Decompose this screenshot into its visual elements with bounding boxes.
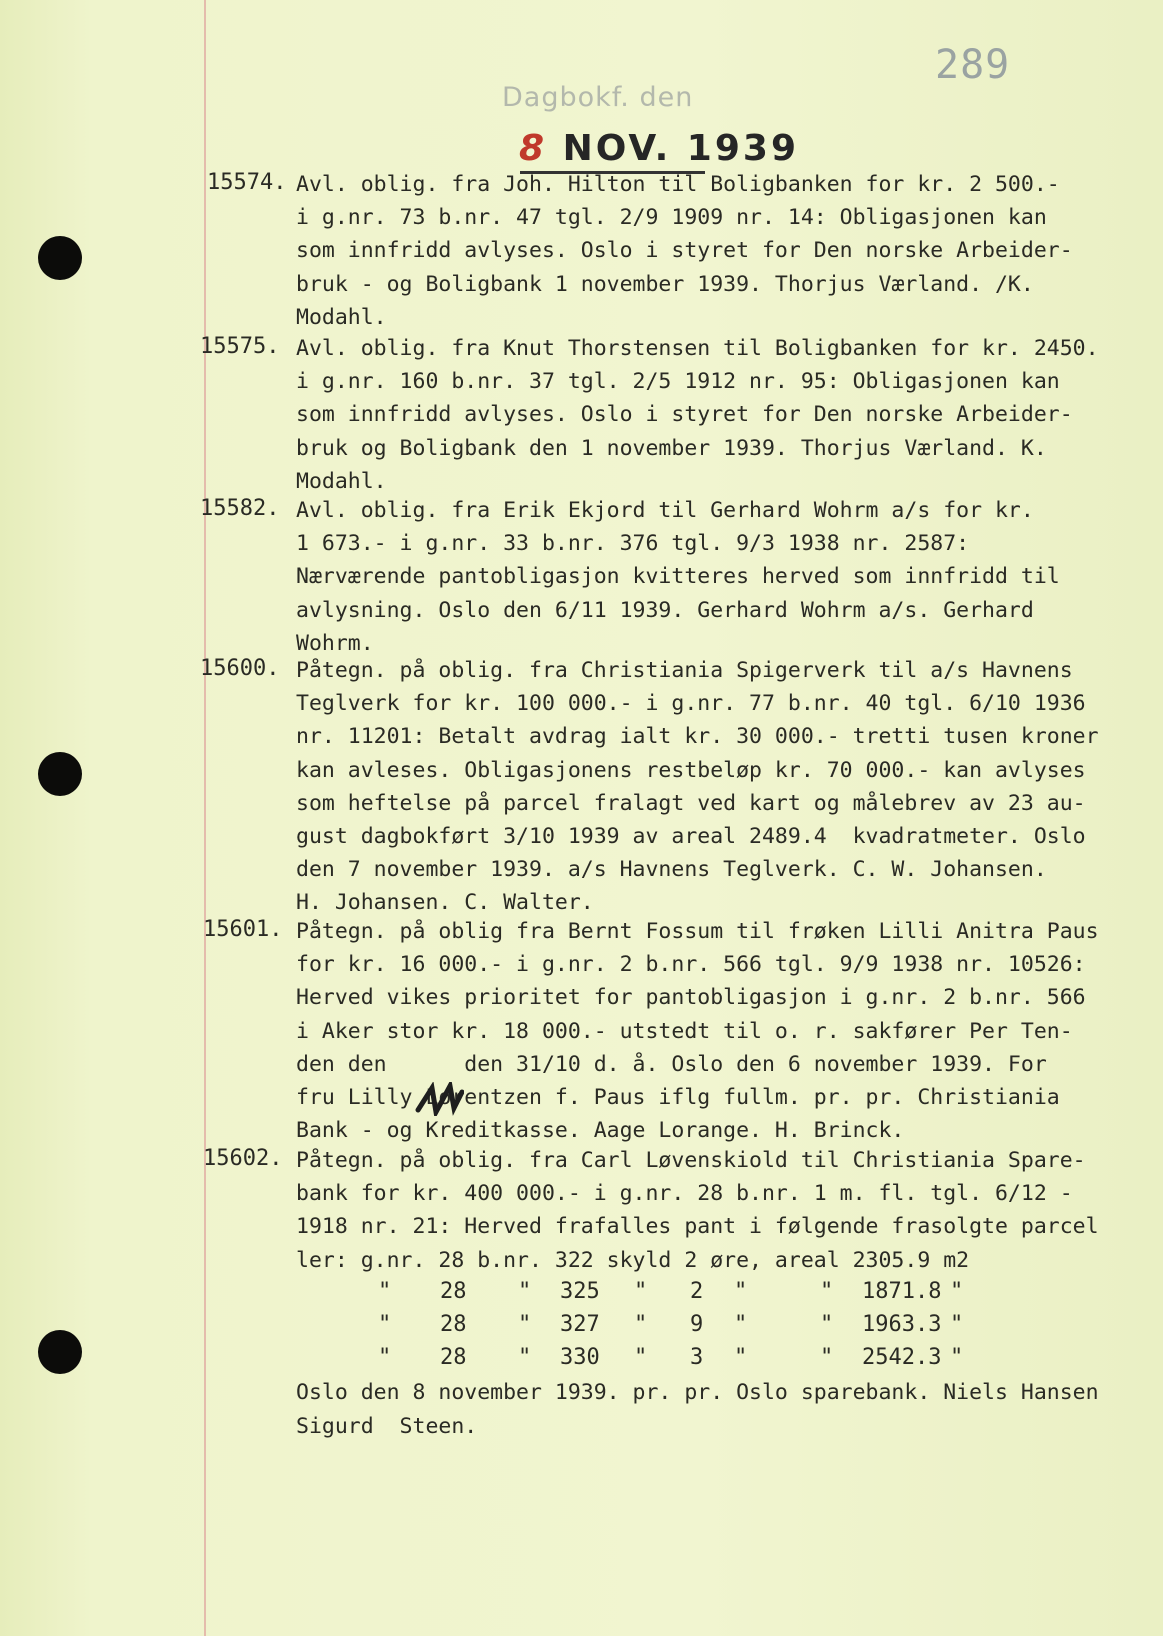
parcel-table-cell: 9 — [690, 1312, 704, 1337]
entry-text-line: fru Lilly Lorentzen f. Paus iflg fullm. pr. pr. Christiania — [296, 1085, 1060, 1110]
entry-text-line: bruk - og Boligbank 1 november 1939. Thorjus Værland. /K. — [296, 271, 1034, 297]
entry-text-line: Påtegn. på oblig. fra Carl Løvenskiold til Christiania Spare- — [296, 1148, 1086, 1173]
stamp-heading: Dagbokf. den — [502, 82, 694, 113]
parcel-table-cell: " — [378, 1312, 392, 1337]
entry-text-line: for kr. 16 000.- i g.nr. 2 b.nr. 566 tgl. 9/9 1938 nr. 10526: — [296, 952, 1086, 978]
parcel-table-cell: " — [950, 1278, 964, 1304]
entry-number: 15600. — [200, 656, 280, 681]
entry-closing-line: Oslo den 8 november 1939. pr. pr. Oslo sparebank. Niels Hansen — [296, 1380, 1099, 1406]
parcel-table-cell: 2542.3 — [862, 1345, 942, 1371]
entry-text-line: Påtegn. på oblig. fra Christiania Spigerverk til a/s Havnens — [296, 658, 1073, 683]
entry-number: 15575. — [200, 334, 280, 359]
parcel-table-cell: " — [820, 1345, 834, 1371]
parcel-table-cell: 28 — [440, 1278, 467, 1304]
parcel-table-cell: 327 — [560, 1312, 600, 1337]
entry-number: 15601. — [203, 917, 283, 942]
page-number: 289 — [935, 42, 1011, 88]
entry-number: 15574. — [207, 170, 287, 195]
entry-text-line: Nærværende pantobligasjon kvitteres herved som innfridd til — [296, 564, 1060, 590]
parcel-table-cell: 325 — [560, 1278, 600, 1304]
entry-text-line: gust dagbokført 3/10 1939 av areal 2489.4 kvadratmeter. Oslo — [296, 824, 1086, 849]
ink-scribble — [414, 1082, 464, 1116]
parcel-table-cell: 1871.8 — [862, 1278, 942, 1304]
entry-number: 15582. — [200, 496, 280, 521]
entry-text-line: Påtegn. på oblig fra Bernt Fossum til frøken Lilli Anitra Paus — [296, 919, 1099, 944]
parcel-table-cell: 1963.3 — [862, 1312, 942, 1337]
parcel-table-cell: 3 — [690, 1345, 704, 1371]
parcel-table-cell: " — [734, 1278, 748, 1304]
entry-closing-line: Sigurd Steen. — [296, 1413, 478, 1439]
entry-text-line: Modahl. — [296, 304, 387, 330]
entry-text-line: 1 673.- i g.nr. 33 b.nr. 376 tgl. 9/3 1938 nr. 2587: — [296, 531, 970, 557]
parcel-table-cell: " — [950, 1345, 964, 1371]
parcel-table-cell: " — [634, 1278, 648, 1304]
entry-text-line: avlysning. Oslo den 6/11 1939. Gerhard Wohrm a/s. Gerhard — [296, 597, 1034, 623]
entry-text-line: nr. 11201: Betalt avdrag ialt kr. 30 000.- tretti tusen kroner — [296, 724, 1099, 750]
entry-text-line: kan avleses. Obligasjonens restbeløp kr. 70 000.- kan avlyses — [296, 757, 1086, 783]
entry-text-line: H. Johansen. C. Walter. — [296, 890, 594, 916]
parcel-table-cell: 28 — [440, 1312, 467, 1337]
entry-text-line: den 7 november 1939. a/s Havnens Teglverk. C. W. Johansen. — [296, 857, 1047, 883]
entry-text-line: som innfridd avlyses. Oslo i styret for Den norske Arbeider- — [296, 402, 1073, 428]
stamp-date-rest: NOV. 1939 — [547, 128, 799, 169]
entry-text-line: den den den 31/10 d. å. Oslo den 6 november 1939. For — [296, 1051, 1047, 1077]
entry-number: 15602. — [203, 1146, 283, 1171]
entry-text-line: som heftelse på parcel fralagt ved kart og målebrev av 23 au- — [296, 790, 1086, 816]
entry-text-line: Avl. oblig. fra Erik Ekjord til Gerhard Wohrm a/s for kr. — [296, 498, 1034, 523]
entry-text-line: ler: g.nr. 28 b.nr. 322 skyld 2 øre, areal 2305.9 m2 — [296, 1247, 970, 1273]
entry-text-line: Bank - og Kreditkasse. Aage Lorange. H. Brinck. — [296, 1118, 905, 1144]
parcel-table-cell: " — [634, 1345, 648, 1371]
parcel-table-cell: " — [734, 1312, 748, 1337]
parcel-table-cell: " — [634, 1312, 648, 1337]
parcel-table-cell: " — [518, 1278, 532, 1304]
entry-text-line: Modahl. — [296, 468, 387, 494]
entry-text-line: i Aker stor kr. 18 000.- utstedt til o. r. sakfører Per Ten- — [296, 1018, 1073, 1044]
entry-text-line: bruk og Boligbank den 1 november 1939. Thorjus Værland. K. — [296, 435, 1047, 461]
entry-text-line: Teglverk for kr. 100 000.- i g.nr. 77 b.nr. 40 tgl. 6/10 1936 — [296, 691, 1086, 717]
margin-line — [204, 0, 206, 1636]
stamp-date — [519, 128, 799, 169]
binder-hole — [38, 236, 82, 280]
parcel-table-cell: " — [518, 1312, 532, 1337]
parcel-table-cell: " — [378, 1345, 392, 1371]
parcel-table-cell: 330 — [560, 1345, 600, 1371]
entry-text-line: Avl. oblig. fra Knut Thorstensen til Boligbanken for kr. 2450. — [296, 336, 1099, 361]
parcel-table-cell: " — [378, 1278, 392, 1304]
parcel-table-cell: " — [734, 1345, 748, 1371]
entry-text-line: Wohrm. — [296, 630, 374, 656]
parcel-table-cell: 28 — [440, 1345, 467, 1371]
entry-text-line: bank for kr. 400 000.- i g.nr. 28 b.nr. 1 m. fl. tgl. 6/12 - — [296, 1181, 1073, 1207]
parcel-table-cell: 2 — [690, 1278, 704, 1304]
binder-hole — [38, 752, 82, 796]
entry-text-line: Herved vikes prioritet for pantobligasjon i g.nr. 2 b.nr. 566 — [296, 985, 1086, 1011]
parcel-table-cell: " — [518, 1345, 532, 1371]
parcel-table-cell: " — [950, 1312, 964, 1337]
parcel-table-cell: " — [820, 1278, 834, 1304]
entry-text-line: som innfridd avlyses. Oslo i styret for Den norske Arbeider- — [296, 238, 1073, 264]
entry-text-line: 1918 nr. 21: Herved frafalles pant i følgende frasolgte parcel — [296, 1214, 1099, 1240]
stamp-day: 8 — [519, 128, 548, 169]
parcel-table-cell: " — [820, 1312, 834, 1337]
binder-hole — [38, 1330, 82, 1374]
entry-text-line: i g.nr. 160 b.nr. 37 tgl. 2/5 1912 nr. 95: Obligasjonen kan — [296, 369, 1060, 395]
entry-text-line: Avl. oblig. fra Joh. Hilton til Boligbanken for kr. 2 500.- — [296, 172, 1060, 197]
entry-text-line: i g.nr. 73 b.nr. 47 tgl. 2/9 1909 nr. 14: Obligasjonen kan — [296, 205, 1047, 231]
